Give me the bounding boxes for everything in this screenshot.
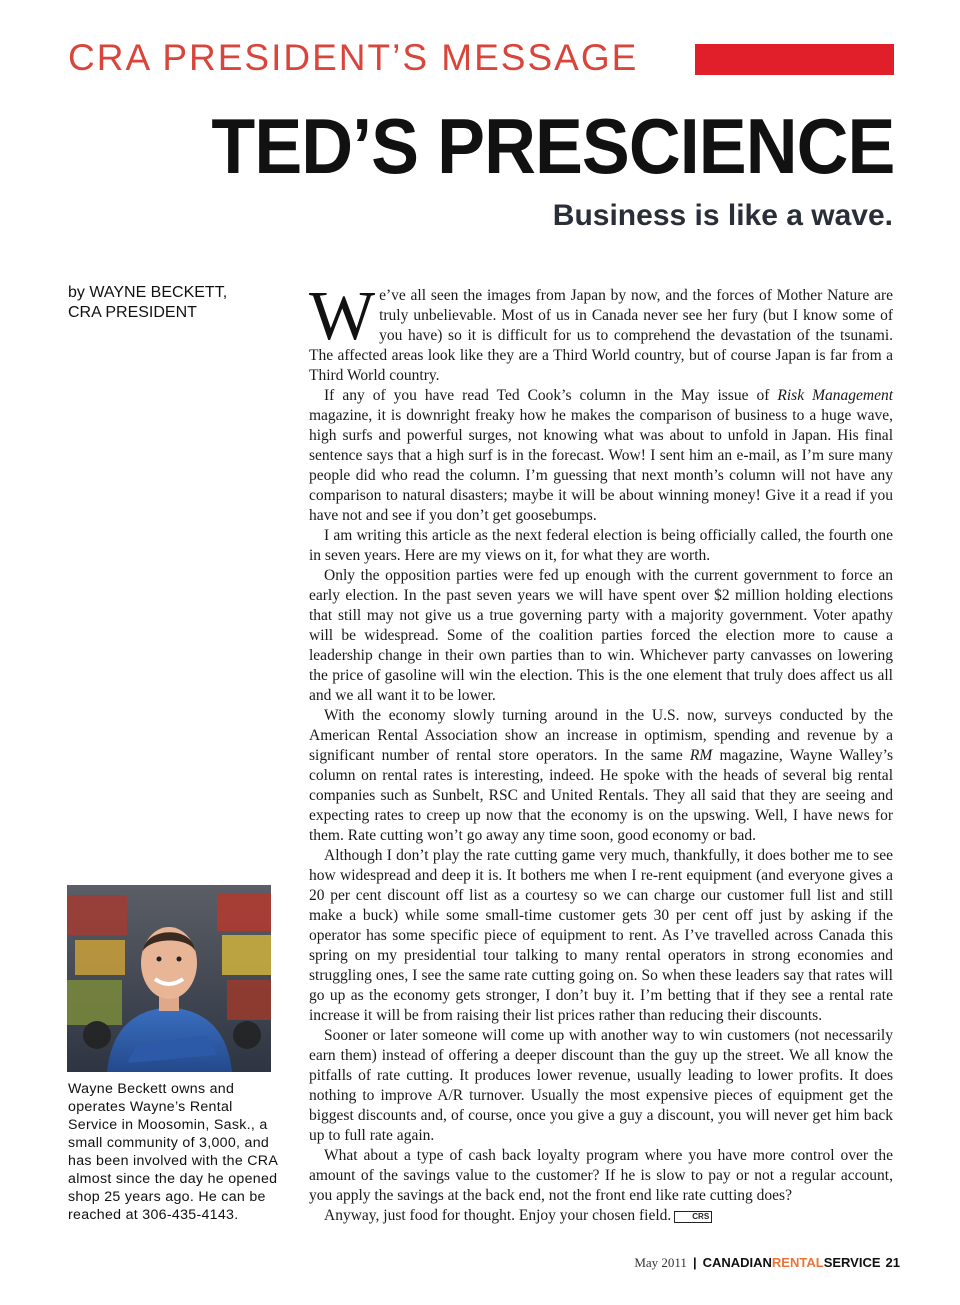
byline-title: CRA PRESIDENT — [68, 304, 197, 321]
article-body — [309, 278, 894, 1226]
byline-author: by WAYNE BECKETT, — [68, 284, 228, 301]
article-paragraph: We’ve all seen the images from Japan by now, and the forces of Mother Nature are truly unbelievable. Most of us in Canada never see her fury (but I know some of you have) so it is difficult for us to comprehend the devastation of the tsunami. The affected areas look like they are a Third World country, but of course Japan is far from a Third World country. — [309, 278, 893, 384]
page-number: 21 — [885, 1255, 900, 1270]
article-paragraph: Only the opposition parties were fed up enough with the current government to force an early election. In the past seven years we will have spent over $2 million holding elections that still may not give us a true governing party with a majority government. Voter apathy will be widespread. Some of the coalition parties forced the election more to cause a leadership change in their own parties than to win. Whichever party canvasses on lowering the price of gasoline will win the election. This is the one element that truly does affect us all and we all want it to be lower. — [309, 567, 893, 704]
article-paragraph: Although I don’t play the rate cutting game very much, thankfully, it does bother me to see how widespread and deep it is. It bothers me when I re-rent equipment (and everyone gives a 20 per cent discount off list as a courtesy so we can charge our customer full list and still make a buck) while some small-time customer gets 30 per cent off just by asking if the operator has some specific piece of equipment to rent. As I’ve travelled across Canada this spring on my presidential tour talking to many rental operators in strong economies and struggling ones, I see the same rate cutting going on. So when these leaders say that rates will go up as the economy gets stronger, I don’t buy it. I’m betting that if they see a rental rate increase it will be from raising their list prices rather than reducing their discounts. — [309, 847, 893, 1024]
article-paragraph: Sooner or later someone will come up with another way to win customers (not necessarily earn them) instead of offering a deeper discount than the guy up the street. We all know the pitfalls of rate cutting. It produces lower revenue, usually leading to lower profits. It does nothing to improve A/R turnover. Usually the most expensive pieces of equipment get the biggest discounts and, of course, once you give a guy a discount, you will never get him back up to full rate again. — [309, 1027, 893, 1144]
article-paragraph: If any of you have read Ted Cook’s column in the May issue of Risk Management magazine, it is downright freaky how he makes the comparison of business to a huge wave, high surfs and powerful surges, not knowing what was about to unfold in Japan. His final sentence says that a high surf is in the forecast. Wow! I sent him an e-mail, as I’m sure many people did who read the column. I’m guessing that next month’s column will not have any comparison to natural disasters; maybe it will be about winning money! Give it a read if you have not and see if you don’t get goosebumps. — [309, 387, 894, 524]
author-photo — [67, 885, 271, 1072]
article-paragraph: I am writing this article as the next federal election is being officially called, the fourth one in seven years. Here are my views on it, for what they are worth. — [309, 527, 893, 564]
footer-separator: | — [692, 1255, 697, 1270]
page-footer — [634, 1254, 900, 1272]
issue-date: May 2011 — [634, 1255, 687, 1270]
drop-cap: W — [309, 278, 376, 355]
subheadline: Business is like a wave. — [552, 199, 893, 232]
headline: TED’S PRESCIENCE — [210, 102, 894, 190]
end-mark-icon: CRS — [674, 1211, 712, 1223]
photo-caption: Wayne Beckett owns and operates Wayne’s Rental Service in Moosomin, Sask., a small community of 3,000, and has been involved with the CRA almost since the day he opened shop 25 years ago. He can be reached at 306-435-4143. — [68, 1081, 278, 1223]
article-paragraph: What about a type of cash back loyalty program where you have more control over the amount of the savings value to the customer? If he is slow to pay or not a regular account, you apply the savings at the back end, not the front end like rate cutting does? — [309, 1147, 893, 1204]
section-accent-bar — [695, 44, 894, 75]
article-paragraph: Anyway, just food for thought. Enjoy your chosen field. CRS — [309, 1206, 893, 1226]
article-paragraph: With the economy slowly turning around in the U.S. now, surveys conducted by the American Rental Association show an increase in optimism, spending and revenue by a significant number of rental store operators. In the same RM magazine, Wayne Walley’s column on rental rates is interesting, indeed. He spoke with the heads of several big rental companies such as Sunbelt, RSC and United Rentals. They all said that they are seeing and expecting rates to creep up now that the economy is on the upswing. Well, I have news for them. Rate cutting won’t go away any time soon, good economy or bad. — [309, 707, 893, 844]
author-photo-illustration — [67, 885, 271, 1072]
magazine-name: CANADIANRENTALSERVICE — [702, 1255, 881, 1270]
byline — [68, 283, 268, 323]
section-title: CRA PRESIDENT’S MESSAGE — [68, 37, 639, 78]
section-header — [68, 38, 894, 78]
